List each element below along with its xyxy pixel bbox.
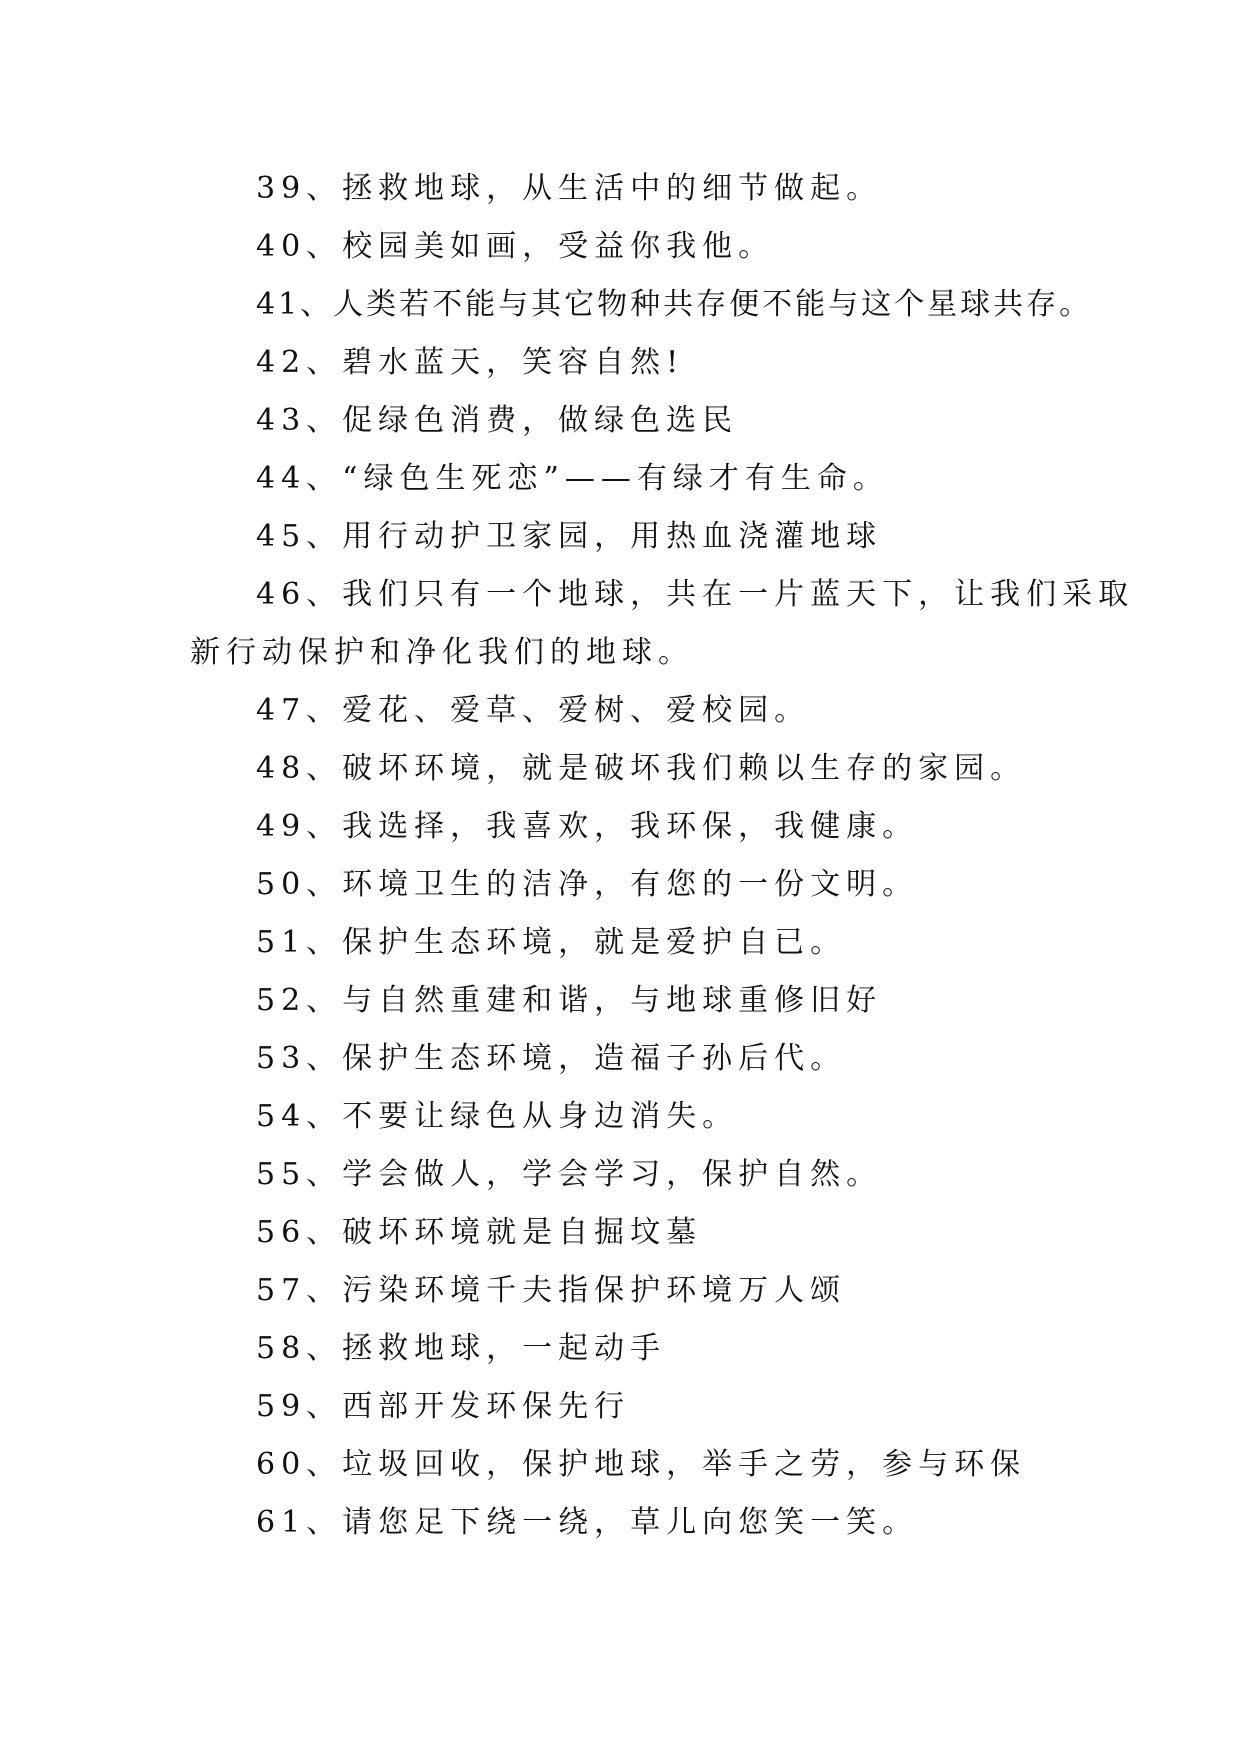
slogan-line: 47、爱花、爱草、爱树、爱校园。 [256,693,811,728]
slogan-line: 42、碧水蓝天，笑容自然! [256,345,685,380]
slogan-line: 57、污染环境千夫指保护环境万人颂 [256,1273,847,1308]
slogan-line: 53、保护生态环境，造福子孙后代。 [256,1041,847,1076]
slogan-line: 54、不要让绿色从身边消失。 [256,1099,739,1134]
slogan-list [190,160,1135,1552]
slogan-line: 45、用行动护卫家园，用热血浇灌地球 [256,519,883,554]
slogan-line: 48、破坏环境，就是破坏我们赖以生存的家园。 [256,751,1027,786]
slogan-line: 60、垃圾回收，保护地球，举手之劳，参与环保 [256,1447,1027,1482]
slogan-line: 55、学会做人，学会学习，保护自然。 [256,1157,883,1192]
slogan-line: 44、“绿色生死恋”——有绿才有生命。 [256,461,889,496]
slogan-line: 40、校园美如画，受益你我他。 [256,229,775,264]
slogan-line: 39、拯救地球，从生活中的细节做起。 [256,171,883,206]
slogan-line: 58、拯救地球，一起动手 [256,1331,667,1366]
slogan-line: 41、人类若不能与其它物种共存便不能与这个星球共存。 [256,287,1093,322]
slogan-line: 50、环境卫生的洁净，有您的一份文明。 [256,867,919,902]
slogan-line: 51、保护生态环境，就是爱护自已。 [256,925,847,960]
slogan-line: 43、促绿色消费，做绿色选民 [256,403,739,438]
slogan-line-continuation: 新行动保护和净化我们的地球。 [190,635,694,670]
slogan-line: 49、我选择，我喜欢，我环保，我健康。 [256,809,919,844]
slogan-line: 52、与自然重建和谐，与地球重修旧好 [256,983,883,1018]
slogan-line: 56、破坏环境就是自掘坟墓 [256,1215,703,1250]
slogan-line: 46、我们只有一个地球，共在一片蓝天下，让我们采取 [256,577,1135,612]
slogan-line: 59、西部开发环保先行 [256,1389,631,1424]
slogan-line: 61、请您足下绕一绕，草儿向您笑一笑。 [256,1505,919,1540]
